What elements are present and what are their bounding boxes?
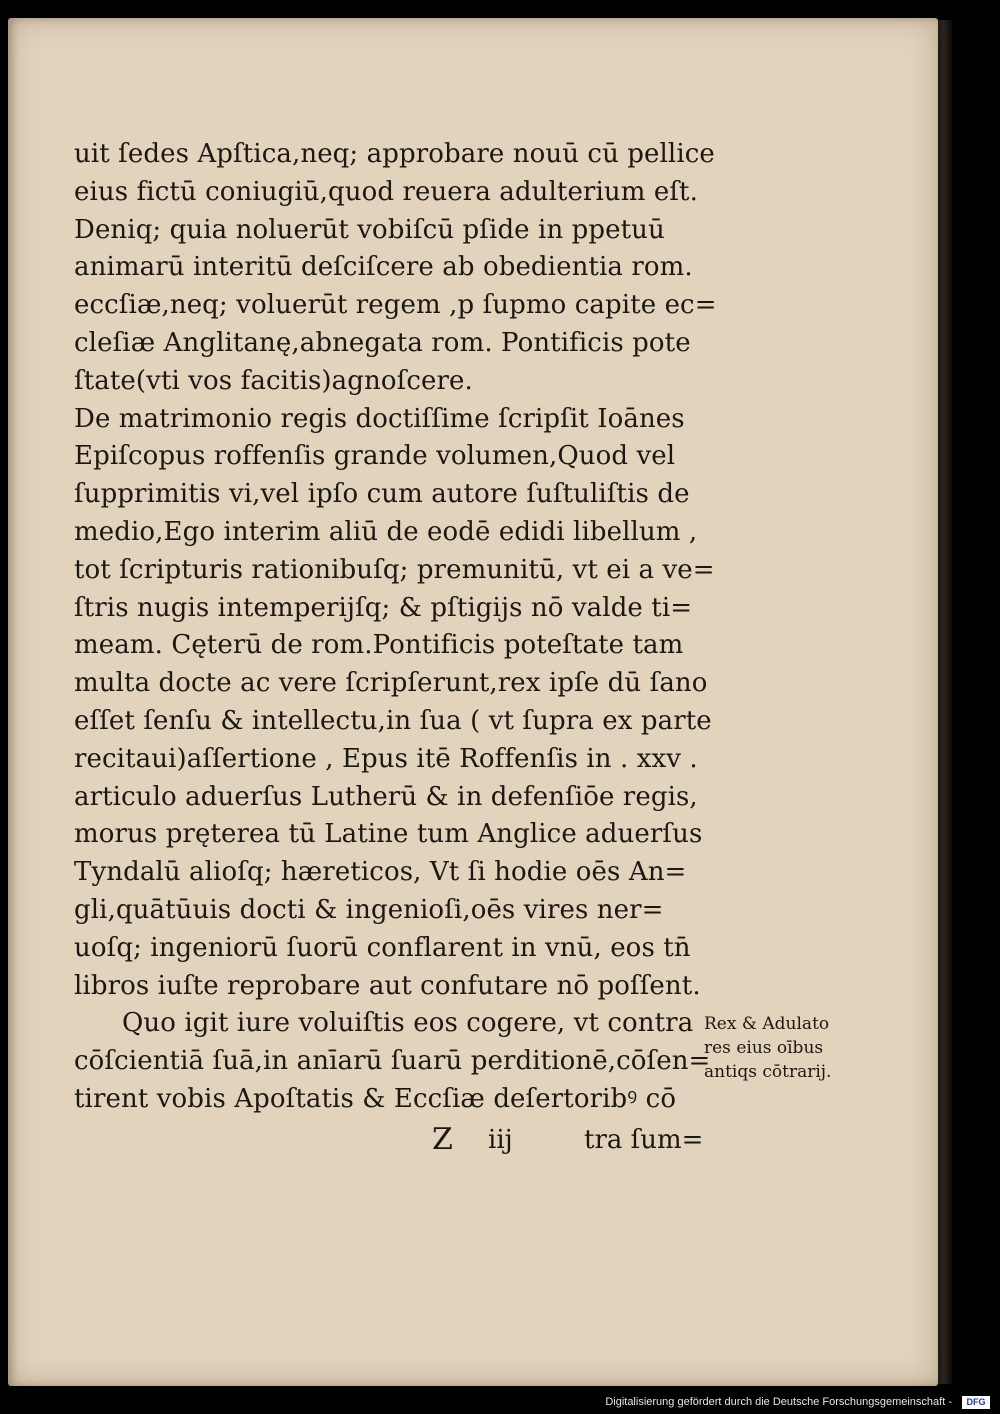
text-line: gli,quātūuis docti & ingenioſi,oēs vires ner=: [74, 894, 664, 925]
marginal-note-line: res eius oībus: [704, 1038, 824, 1058]
text-line: eccſiæ,neq; voluerūt regem ,p ſupmo capite ec=: [74, 290, 717, 321]
text-line: tot ſcripturis rationibuſq; premunitū, vt ei a ve=: [74, 554, 715, 585]
text-line: animarū interitū deſciſcere ab obedientia rom.: [74, 252, 693, 283]
body-text: [74, 136, 717, 1119]
text-line: articulo aduerſus Lutherū & in defenſiōe regis,: [74, 781, 698, 812]
text-line: ſtate(vti vos facitis)agnoſcere.: [74, 365, 473, 396]
text-line: eius fictū coniugiū,quod reuera adulterium eſt.: [74, 176, 698, 207]
marginal-note: [704, 1012, 904, 1084]
text-line: recitaui)aſſertione , Epus itē Roffenſis in . xxv .: [74, 743, 698, 774]
text-line: multa docte ac vere ſcripſerunt,rex ipſe dū ſano: [74, 668, 708, 699]
marginal-note-line: Rex & Adulato: [704, 1014, 830, 1034]
marginal-note-line: antiqs cōtrarij.: [704, 1062, 832, 1082]
text-line: meam. Cęterū de rom.Pontificis poteſtate tam: [74, 630, 684, 661]
dfg-logo: DFG: [962, 1396, 990, 1409]
page-edge-shadow: [938, 20, 952, 1384]
text-line: Deniq; quia noluerūt vobiſcū pſide in ppetuū: [74, 214, 665, 245]
text-line: eſſet ſenſu & intellectu,in ſua ( vt ſupra ex parte: [74, 705, 712, 736]
signature-mark: Z: [432, 1122, 453, 1157]
book-page: [8, 18, 938, 1386]
text-line: morus pręterea tū Latine tum Anglice aduerſus: [74, 819, 703, 850]
text-line: ſupprimitis vi,vel ipſo cum autore ſuſtuliſtis de: [74, 479, 690, 510]
text-line: uoſq; ingeniorū ſuorū conflarent in vnū, eos tn̄: [74, 932, 691, 963]
text-line: Epiſcopus roffenſis grande volumen,Quod vel: [74, 441, 676, 472]
text-line: cleſiæ Anglitanę,abnegata rom. Pontificis pote: [74, 327, 691, 358]
text-line: cōſcientiā ſuā,in anīarū ſuarū perditionē,cōſen=: [74, 1046, 711, 1077]
text-line: uit ſedes Apſtica,neq; approbare nouū cū pellice: [74, 139, 715, 169]
text-line: libros iuſte reprobare aut confutare nō poſſent.: [74, 970, 701, 1001]
catchword: tra ſum=: [584, 1125, 704, 1155]
digitization-credit: Digitalisierung gefördert durch die Deutsche Forschungsgemeinschaft -: [605, 1396, 952, 1408]
folio-number: iij: [488, 1125, 513, 1155]
text-line: medio,Ego interim aliū de eodē edidi libellum ,: [74, 516, 698, 547]
text-line: De matrimonio regis doctiſſime ſcripſit Ioānes: [74, 403, 685, 434]
text-line: ſtris nugis intemperijſq; & pſtigijs nō valde ti=: [74, 592, 693, 623]
text-line: tirent vobis Apoſtatis & Eccſiæ deſertoribꝰ cō: [74, 1083, 677, 1114]
text-line-indented: Quo igit iure voluiſtis eos cogere, vt contra: [122, 1008, 694, 1039]
text-line: Tyndalū alioſq; hæreticos, Vt ſi hodie oēs An=: [74, 857, 687, 888]
